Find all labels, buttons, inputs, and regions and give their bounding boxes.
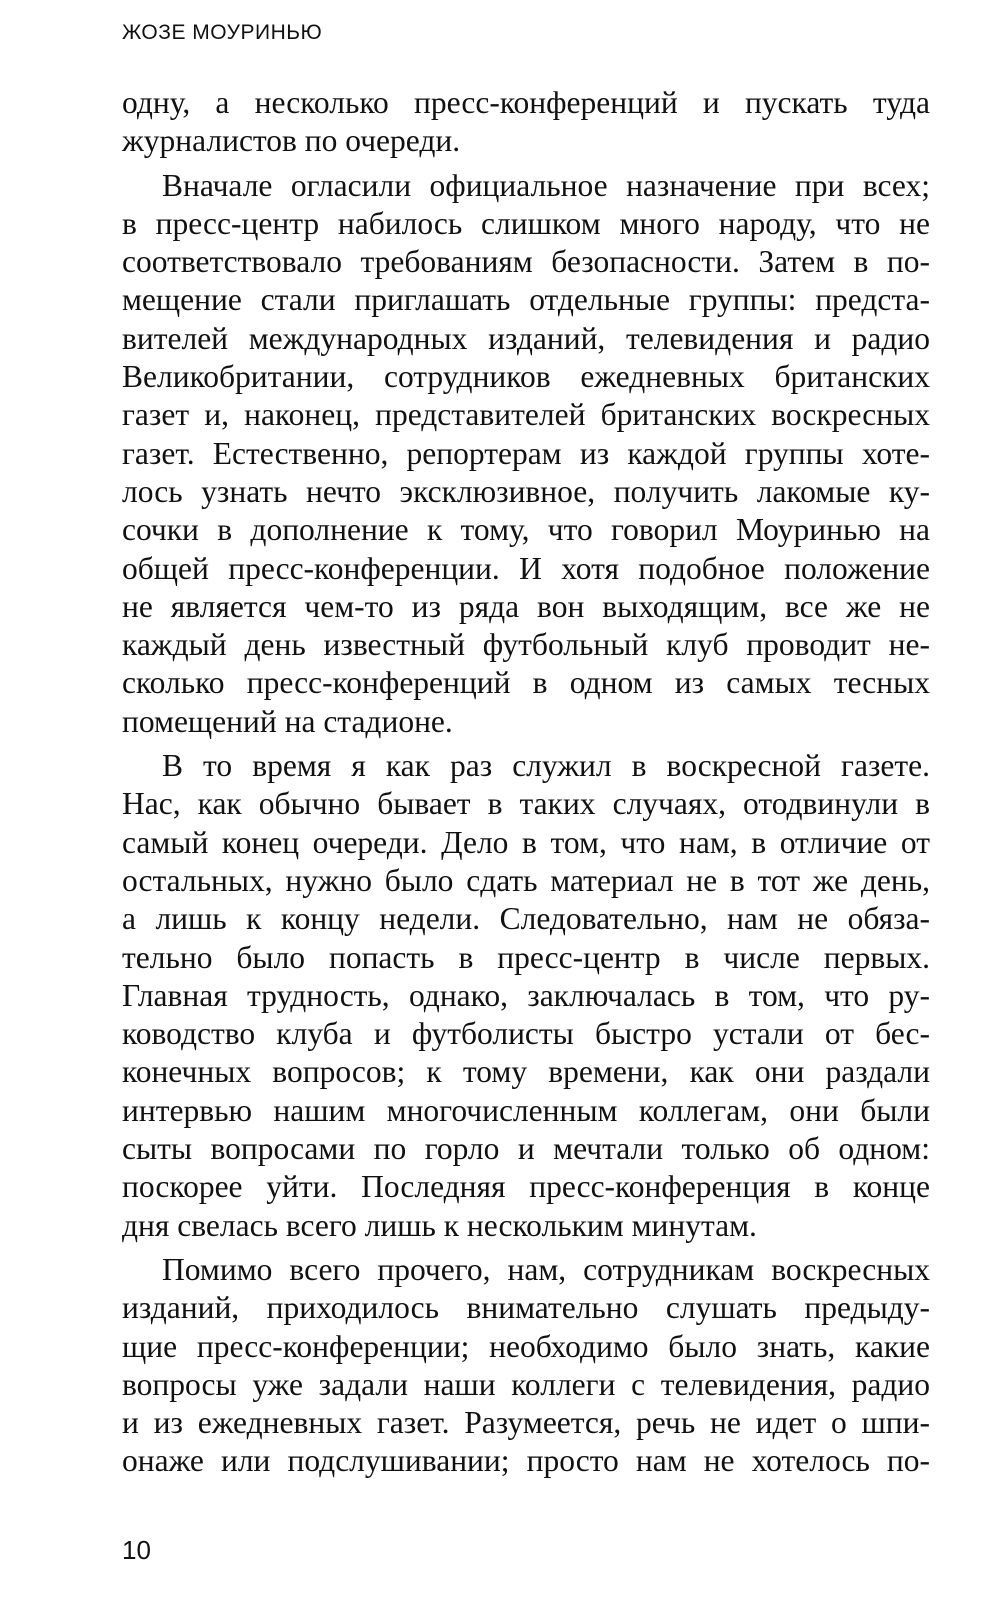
text-line: дня свелась всего лишь к нескольким минутам. bbox=[122, 1207, 757, 1243]
text-line: самый конец очереди. Дело в том, что нам, в отличие от bbox=[122, 824, 930, 860]
text-line: и из ежедневных газет. Разумеется, речь не идет о шпи- bbox=[122, 1405, 930, 1441]
text-line: В то время я как раз служил в воскресной газете. bbox=[162, 748, 930, 784]
text-line: вителей международных изданий, телевидения и радио bbox=[122, 320, 930, 356]
paragraph-3 bbox=[122, 747, 930, 1245]
text-line: лось узнать нечто эксклюзивное, получить лакомые ку- bbox=[122, 473, 930, 509]
text-line: онаже или подслушивании; просто нам не хотелось по- bbox=[122, 1443, 930, 1479]
text-line: в пресс-центр набилось слишком много народу, что не bbox=[122, 205, 930, 241]
text-line: интервью нашим многочисленным коллегам, они были bbox=[122, 1092, 930, 1128]
text-line: сыты вопросами по горло и мечтали только об одном: bbox=[122, 1131, 930, 1167]
text-line: соответствовало требованиям безопасности. Затем в по- bbox=[122, 244, 930, 280]
page-number: 10 bbox=[122, 1535, 151, 1565]
text-line: не является чем-то из ряда вон выходящим, все же не bbox=[122, 588, 930, 624]
text-line: Нас, как обычно бывает в таких случаях, отодвинули в bbox=[122, 786, 930, 822]
text-line: щие пресс-конференции; необходимо было знать, какие bbox=[122, 1328, 930, 1364]
text-line: Вначале огласили официальное назначение при всех; bbox=[162, 167, 930, 203]
text-line: одну, а несколько пресс-конференций и пускать туда bbox=[122, 85, 930, 120]
text-line: ководство клуба и футболисты быстро устали от бес- bbox=[122, 1016, 930, 1052]
paragraph-4 bbox=[122, 1251, 930, 1481]
text-line: поскорее уйти. Последняя пресс-конференция в конце bbox=[122, 1169, 930, 1205]
body-text bbox=[122, 84, 930, 1481]
text-line: тельно было попасть в пресс-центр в числе первых. bbox=[122, 939, 930, 975]
text-line: вопросы уже задали наши коллеги с телевидения, радио bbox=[122, 1366, 930, 1402]
text-line: каждый день известный футбольный клуб проводит не- bbox=[122, 627, 930, 663]
text-line: общей пресс-конференции. И хотя подобное положение bbox=[122, 550, 930, 586]
text-line: помещений на стадионе. bbox=[122, 703, 453, 739]
text-line: Великобритании, сотрудников ежедневных британских bbox=[122, 359, 930, 395]
text-line: журналистов по очереди. bbox=[122, 123, 461, 159]
paragraph-2 bbox=[122, 167, 930, 741]
text-line: а лишь к концу недели. Следовательно, нам не обяза- bbox=[122, 901, 930, 937]
text-line: сколько пресс-конференций в одном из самых тесных bbox=[122, 665, 930, 701]
text-line: газет. Естественно, репортерам из каждой группы хоте- bbox=[122, 435, 930, 471]
text-line: сочки в дополнение к тому, что говорил Моуринью на bbox=[122, 512, 930, 548]
paragraph-1 bbox=[122, 84, 930, 161]
text-line: остальных, нужно было сдать материал не в тот же день, bbox=[122, 862, 930, 898]
text-line: газет и, наконец, представителей британских воскресных bbox=[122, 397, 930, 433]
text-line: Помимо всего прочего, нам, сотрудникам воскресных bbox=[162, 1251, 930, 1287]
text-line: конечных вопросов; к тому времени, как они раздали bbox=[122, 1054, 930, 1090]
text-line: мещение стали приглашать отдельные группы: предста- bbox=[122, 282, 930, 318]
text-line: Главная трудность, однако, заключалась в том, что ру- bbox=[122, 977, 930, 1013]
running-head: ЖОЗЕ МОУРИНЬЮ bbox=[122, 21, 323, 44]
text-line: изданий, приходилось внимательно слушать предыду- bbox=[122, 1290, 930, 1326]
